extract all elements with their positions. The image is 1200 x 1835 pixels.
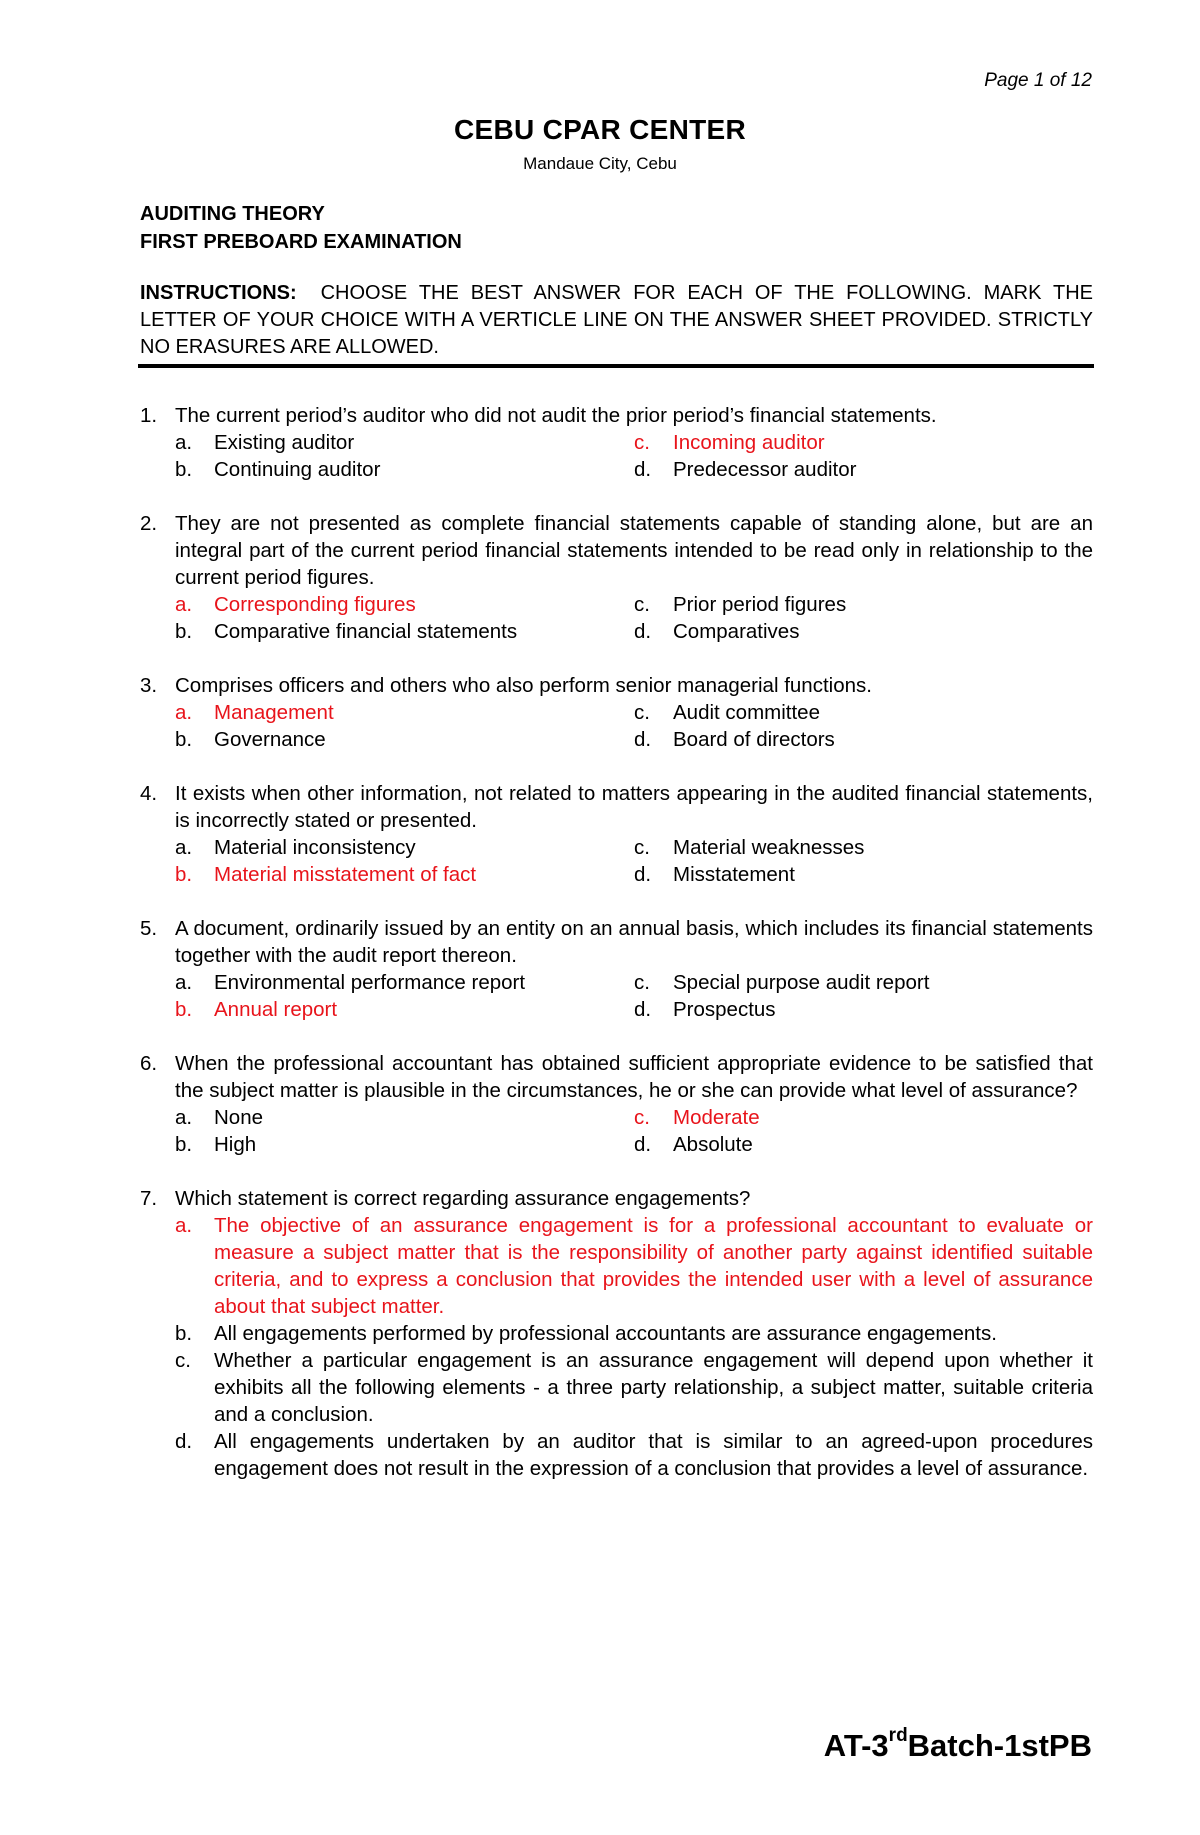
option-b: b. All engagements performed by professional accountants are assurance engagements. [175, 1322, 997, 1345]
option-a: a. Material inconsistency [175, 836, 416, 859]
center-name: CEBU CPAR CENTER [453, 114, 747, 145]
question-number: 4. [140, 782, 158, 805]
instructions-label: INSTRUCTIONS: [140, 282, 297, 304]
question-options [175, 429, 1093, 483]
question-number: 6. [140, 1052, 158, 1075]
option-a: a. Existing auditor [175, 431, 355, 454]
page-number: Page 1 of 12 [984, 70, 1092, 91]
option-a: a. Environmental performance report [175, 971, 526, 994]
option-c-answer: c. Moderate [634, 1106, 760, 1129]
option-b-answer: b. Material misstatement of fact [175, 863, 477, 886]
question-list [140, 402, 1093, 1509]
option-b: b. Governance [175, 728, 326, 751]
exam-title: FIRST PREBOARD EXAMINATION [140, 231, 462, 253]
option-c-answer: c. Incoming auditor [634, 431, 825, 454]
option-b: b. Comparative financial statements [175, 620, 518, 643]
option-c: c. Audit committee [634, 701, 820, 724]
question-7 [140, 1185, 1093, 1482]
question-options [175, 1104, 1093, 1158]
option-a-answer: a. Corresponding figures [175, 593, 416, 616]
question-number: 3. [140, 674, 158, 697]
question-text: They are not presented as complete financial statements capable of standing alone, but are an integral part of the current period financial statements intended to be read only in relationship to the current period figures. [175, 512, 1093, 589]
option-a-answer: a. Management [175, 701, 334, 724]
question-options [175, 834, 1093, 888]
question-number: 7. [140, 1187, 158, 1210]
option-c: c. Material weaknesses [634, 836, 865, 859]
option-d: d. Prospectus [634, 998, 776, 1021]
option-d: d. Board of directors [634, 728, 835, 751]
option-d: d. All engagements undertaken by an auditor that is similar to an agreed-upon procedures engagement does not result in the expression of a conclusion that provides a level of assurance. [175, 1430, 1093, 1480]
question-options [175, 591, 1093, 645]
option-d: d. Comparatives [634, 620, 800, 643]
question-number: 1. [140, 404, 158, 427]
option-b-answer: b. Annual report [175, 998, 338, 1021]
option-d: d. Absolute [634, 1133, 753, 1156]
exam-code: AT-3rdBatch-1stPB [823, 1724, 1092, 1763]
exam-heading [140, 200, 462, 256]
subject-title: AUDITING THEORY [140, 203, 325, 225]
question-text: The current period’s auditor who did not audit the prior period’s financial statements. [175, 404, 937, 427]
question-3 [140, 672, 1093, 753]
question-options [175, 1212, 1093, 1482]
question-text: Which statement is correct regarding assurance engagements? [175, 1187, 751, 1210]
question-text: A document, ordinarily issued by an entity on an annual basis, which includes its financial statements together with the audit report thereon. [175, 917, 1093, 967]
option-c: c. Prior period figures [634, 593, 847, 616]
question-6 [140, 1050, 1093, 1158]
question-text: It exists when other information, not related to matters appearing in the audited financial statements, is incorrectly stated or presented. [175, 782, 1093, 832]
center-location: Mandaue City, Cebu [523, 154, 677, 173]
question-text: When the professional accountant has obtained sufficient appropriate evidence to be satisfied that the subject matter is plausible in the circumstances, he or she can provide what level of assurance? [175, 1052, 1093, 1102]
question-4 [140, 780, 1093, 888]
instructions-text: CHOOSE THE BEST ANSWER FOR EACH OF THE FOLLOWING. MARK THE LETTER OF YOUR CHOICE WITH A VERTICLE LINE ON THE ANSWER SHEET PROVIDED. STRICTLY NO ERASURES ARE ALLOWED. [140, 282, 1094, 358]
question-2 [140, 510, 1093, 645]
question-1 [140, 402, 1093, 483]
option-b: b. Continuing auditor [175, 458, 381, 481]
option-a: a. None [175, 1106, 264, 1129]
option-c: c. Whether a particular engagement is an assurance engagement will depend upon whether it exhibits all the following elements - a three party relationship, a subject matter, suitable criteria and a conclusion. [175, 1349, 1093, 1426]
question-options [175, 969, 1093, 1023]
option-d: d. Misstatement [634, 863, 795, 886]
question-text: Comprises officers and others who also perform senior managerial functions. [175, 674, 872, 697]
question-number: 5. [140, 917, 158, 940]
option-d: d. Predecessor auditor [634, 458, 857, 481]
question-options [175, 699, 1093, 753]
option-b: b. High [175, 1133, 257, 1156]
question-number: 2. [140, 512, 158, 535]
instructions [140, 280, 1093, 361]
option-c: c. Special purpose audit report [634, 971, 930, 994]
header-divider [138, 364, 1094, 368]
question-5 [140, 915, 1093, 1023]
option-a-answer: a. The objective of an assurance engagement is for a professional accountant to evaluate or measure a subject matter that is the responsibility of another party against identified suitable criteria, and to express a conclusion that provides the intended user with a level of assurance about that subject matter. [175, 1214, 1093, 1318]
